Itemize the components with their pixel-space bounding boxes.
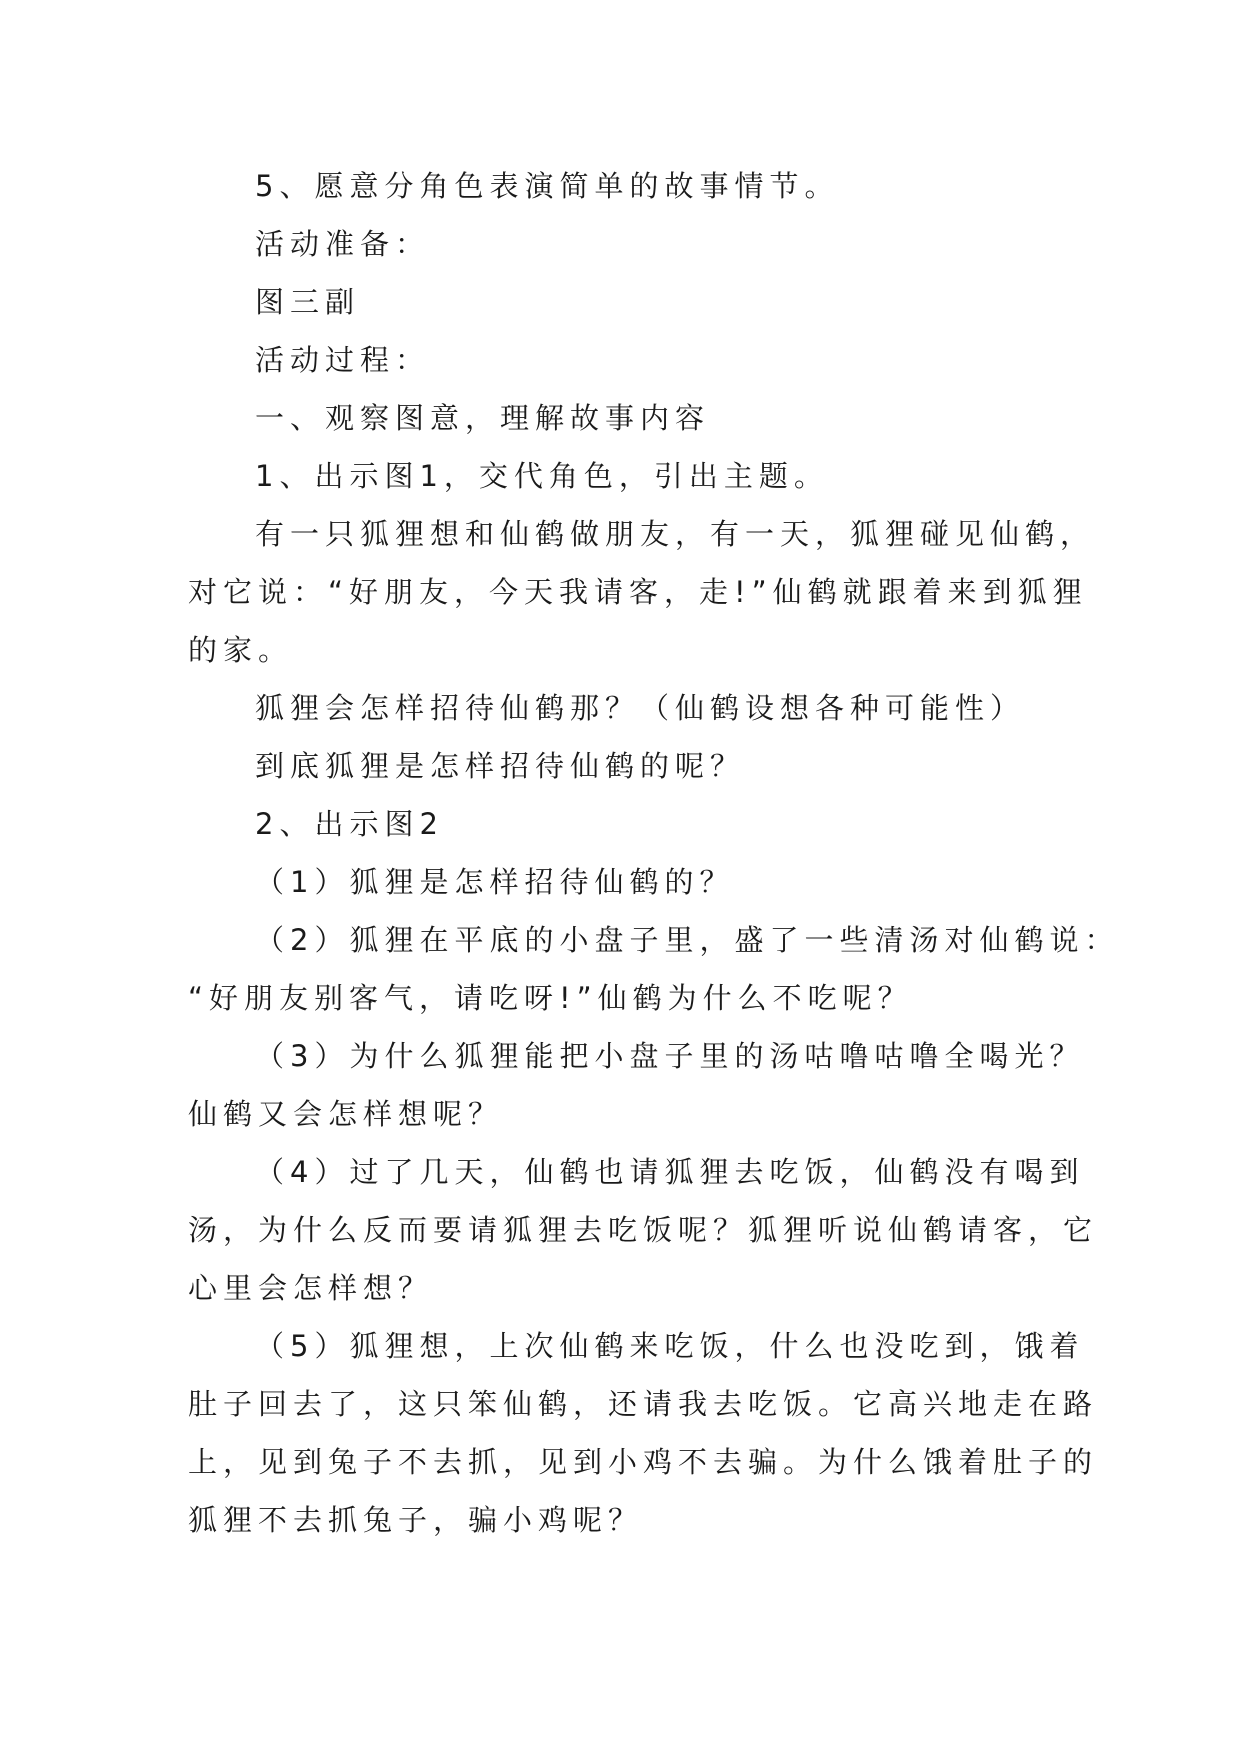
text-line: 2、出示图2 [255, 807, 444, 841]
text-line: 到底狐狸是怎样招待仙鹤的呢？ [255, 749, 746, 783]
text-line: 对它说：“好朋友，今天我请客，走!”仙鹤就跟着来到狐狸 [188, 575, 1088, 609]
text-line: （5）狐狸想，上次仙鹤来吃饭，什么也没吃到，饿着 [255, 1329, 1085, 1363]
text-line: 仙鹤又会怎样想呢？ [188, 1097, 504, 1131]
text-line: （4）过了几天，仙鹤也请狐狸去吃饭，仙鹤没有喝到 [255, 1155, 1085, 1189]
text-line: 的家。 [188, 633, 294, 667]
text-line: 上，见到兔子不去抓，见到小鸡不去骗。为什么饿着肚子的 [188, 1445, 1099, 1479]
text-line: 一、观察图意，理解故事内容 [255, 401, 711, 435]
text-line: 有一只狐狸想和仙鹤做朋友，有一天，狐狸碰见仙鹤， [255, 517, 1096, 551]
text-line: 1、出示图1，交代角色，引出主题。 [255, 459, 829, 493]
text-line: 汤，为什么反而要请狐狸去吃饭呢？狐狸听说仙鹤请客，它 [188, 1213, 1099, 1247]
text-line: 狐狸会怎样招待仙鹤那？（仙鹤设想各种可能性） [255, 691, 1026, 725]
text-line: 狐狸不去抓兔子，骗小鸡呢？ [188, 1503, 644, 1537]
text-line: （3）为什么狐狸能把小盘子里的汤咕噜咕噜全喝光？ [255, 1039, 1085, 1073]
text-line: （2）狐狸在平底的小盘子里，盛了一些清汤对仙鹤说： [255, 923, 1120, 957]
text-line: 活动过程： [255, 343, 431, 377]
text-line: （1）狐狸是怎样招待仙鹤的？ [255, 865, 735, 899]
text-line: “好朋友别客气，请吃呀!”仙鹤为什么不吃呢？ [188, 981, 913, 1015]
text-line: 图三副 [255, 285, 361, 319]
text-line: 肚子回去了，这只笨仙鹤，还请我去吃饭。它高兴地走在路 [188, 1387, 1099, 1421]
text-line: 活动准备： [255, 227, 431, 261]
text-line: 5、愿意分角色表演简单的故事情节。 [255, 169, 840, 203]
text-line: 心里会怎样想？ [188, 1271, 434, 1305]
